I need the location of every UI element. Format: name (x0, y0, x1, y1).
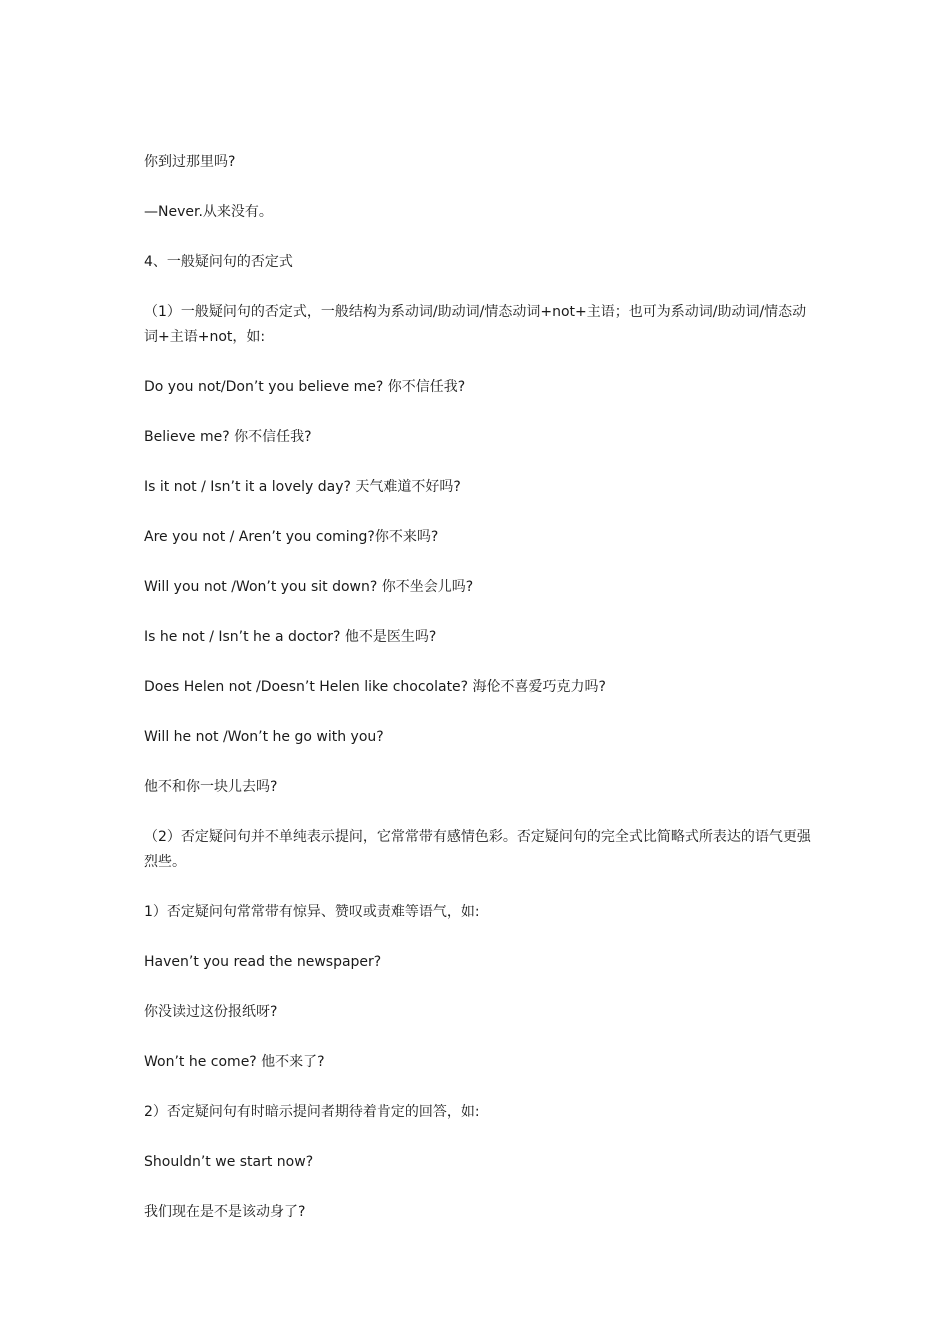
example-sentence: Will you not /Won’t you sit down? 你不坐会儿吗? (144, 579, 474, 595)
example-translation: 他不和你一块儿去吗? (144, 779, 278, 795)
document-body (144, 150, 812, 1250)
example-sentence: Shouldn’t we start now? (144, 1154, 314, 1170)
example-sentence: Haven’t you read the newspaper? (144, 954, 382, 970)
text-paragraph: 2）否定疑问句有时暗示提问者期待着肯定的回答，如: (144, 1104, 480, 1120)
example-sentence: Are you not / Aren’t you coming?你不来吗? (144, 529, 439, 545)
example-sentence: Is he not / Isn’t he a doctor? 他不是医生吗? (144, 629, 437, 645)
example-translation: 我们现在是不是该动身了? (144, 1204, 306, 1220)
example-sentence: Is it not / Isn’t it a lovely day? 天气难道不好吗? (144, 479, 461, 495)
text-paragraph: —Never.从来没有。 (144, 204, 273, 220)
example-sentence: Believe me? 你不信任我? (144, 429, 312, 445)
text-paragraph: 1）否定疑问句常常带有惊异、赞叹或责难等语气，如: (144, 904, 480, 920)
example-translation: 你没读过这份报纸呀? (144, 1004, 278, 1020)
text-paragraph: （1）一般疑问句的否定式，一般结构为系动词/助动词/情态动词+not+主语；也可为系动词/助动词/情态动词+主语+not，如: (144, 304, 807, 345)
text-paragraph: （2）否定疑问句并不单纯表示提问，它常常带有感情色彩。否定疑问句的完全式比简略式所表达的语气更强烈些。 (144, 829, 811, 870)
section-heading: 4、一般疑问句的否定式 (144, 254, 293, 270)
example-sentence: Does Helen not /Doesn’t Helen like chocolate? 海伦不喜爱巧克力吗? (144, 679, 606, 695)
example-sentence: Do you not/Don’t you believe me? 你不信任我? (144, 379, 466, 395)
text-paragraph: 你到过那里吗? (144, 154, 236, 170)
example-sentence: Will he not /Won’t he go with you? (144, 729, 384, 745)
example-sentence: Won’t he come? 他不来了? (144, 1054, 325, 1070)
